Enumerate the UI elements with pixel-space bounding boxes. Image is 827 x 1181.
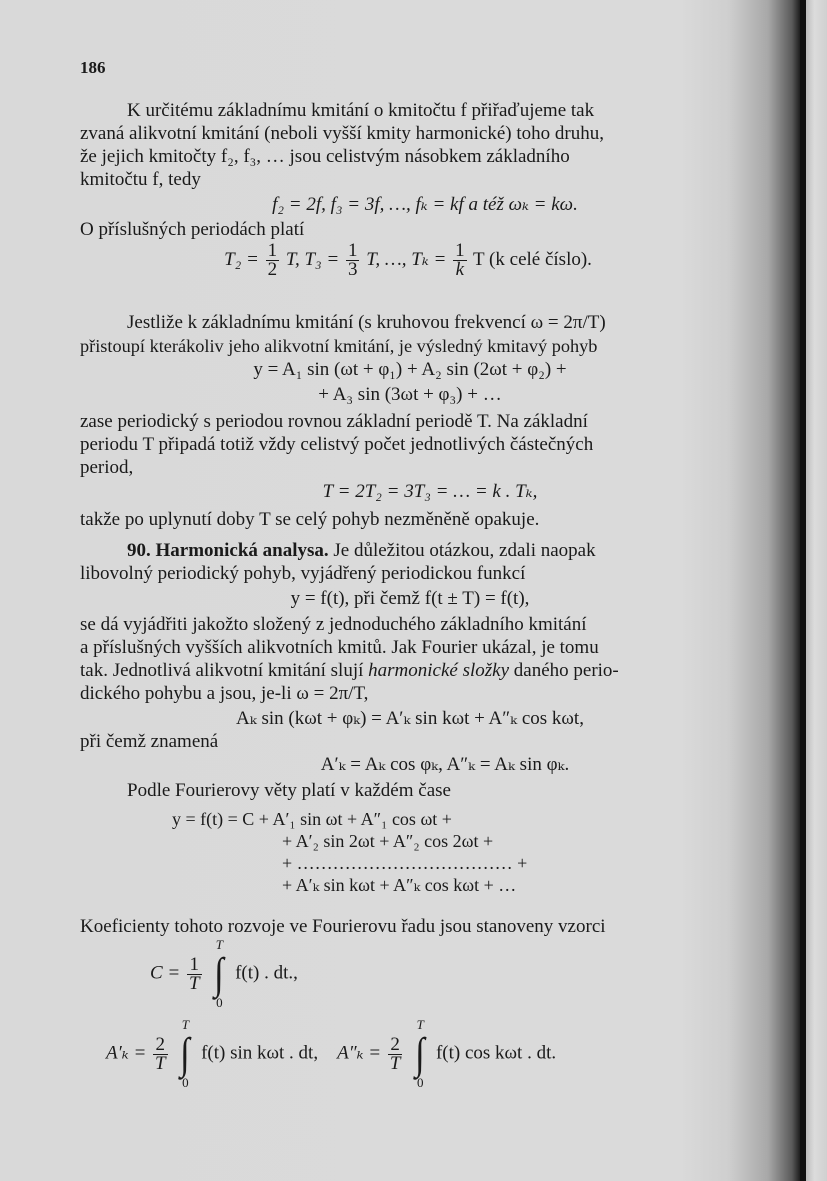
equation-harmonic-expansion: Aₖ sin (kωt + φₖ) = A′ₖ sin kωt + A″ₖ cos kωt, <box>236 708 584 729</box>
text-line: zvaná alikvotní kmitání (neboli vyšší kmity harmonické) toho druhu, <box>80 123 604 144</box>
equation-fourier-series: y = f(t) = C + A′₁ sin ωt + A″₁ cos ωt + + A′₂ sin 2ωt + A″₂ cos 2ωt + + ……………………………… + + A′ₖ sin kωt + A″ₖ cos kωt + … <box>172 809 528 895</box>
equation-periodic-function: y = f(t), při čemž f(t ± T) = f(t), <box>290 588 530 609</box>
text-line: že jejich kmitočty f₂, f₃, … jsou celistvým násobkem základního <box>80 146 570 167</box>
text-line: a příslušných vyšších alikvotních kmitů. Jak Fourier ukázal, je tomu <box>80 637 599 658</box>
adjacent-page-edge <box>806 0 827 1181</box>
text-line: zase periodický s periodou rovnou základní periodě T. Na základní <box>80 411 588 432</box>
integral-sign: T ∫ 0 <box>415 1017 426 1090</box>
text-line: takže po uplynutí doby T se celý pohyb nezměněně opakuje. <box>80 509 540 530</box>
equation-frequencies: f₂ = 2f, f₃ = 3f, …, fₖ = kf a též ωₖ = kω. <box>272 194 578 215</box>
page-number: 186 <box>80 58 106 77</box>
text-line: K určitému základnímu kmitání o kmitočtu f přiřaďujeme tak <box>127 100 595 121</box>
text-line: Koeficienty tohoto rozvoje ve Fourierovu řadu jsou stanoveny vzorci <box>80 916 606 937</box>
text-line: kmitočtu f, tedy <box>80 169 201 190</box>
equation-sum-line-1: y = A₁ sin (ωt + φ₁) + A₂ sin (2ωt + φ₂) + <box>253 359 567 380</box>
text-line: O příslušných periodách platí <box>80 219 305 240</box>
fraction: $\frac{1}{2}$ <box>267 240 278 280</box>
equation-period-relation: T = 2T₂ = 3T₃ = … = k . Tₖ, <box>322 481 538 502</box>
fraction: $\frac{2}{T}$ <box>389 1033 401 1074</box>
text-line: při čemž znamená <box>80 731 219 752</box>
text-line: se dá vyjádřiti jakožto složený z jednoduchého základního kmitání <box>80 614 587 635</box>
equation-coefficients: A′ₖ = Aₖ cos φₖ, A″ₖ = Aₖ sin φₖ. <box>320 754 570 775</box>
section-heading-line: 90. Harmonická analysa. Je důležitou otázkou, zdali naopak <box>127 540 596 561</box>
integral-sign: T ∫ 0 <box>180 1017 191 1090</box>
integral-sign: T ∫ 0 <box>214 937 225 1010</box>
text-line: period, <box>80 457 134 478</box>
text-line: dického pohybu a jsou, je-li ω = 2π/T, <box>80 683 369 704</box>
emphasis-harmonic-components: harmonické složky <box>368 660 510 681</box>
section-title: Harmonická analysa. <box>155 540 329 561</box>
fraction: $\frac{1}{3}$ <box>347 240 358 280</box>
equation-periods: T₂ = $\frac{1}{2}$ T, T₃ = $\frac{1}{3}$ T, …, Tₖ = $\frac{1}{k}$ T (k celé číslo). <box>224 240 592 280</box>
text-line: libovolný periodický pohyb, vyjádřený periodickou funkcí <box>80 563 526 584</box>
fraction: $\frac{1}{T}$ <box>189 953 200 994</box>
section-number: 90. <box>127 540 151 561</box>
text-line: Podle Fourierovy věty platí v každém čase <box>127 780 451 801</box>
equation-fourier-coefficients: A′ₖ = $\frac{2}{T}$ T ∫ 0 f(t) sin kωt . dt, A″ₖ = $\frac{2}{T}$ T ∫ 0 f(t) cos kωt . dt. <box>106 1017 557 1090</box>
text-line: periodu T připadá totiž vždy celistvý počet jednotlivých částečných <box>80 434 594 455</box>
fraction: $\frac{2}{T}$ <box>155 1033 166 1074</box>
equation-sum-line-2: + A₃ sin (3ωt + φ₃) + … <box>318 384 502 405</box>
fraction: $\frac{1}{k}$ <box>455 240 465 280</box>
text-line: Jestliže k základnímu kmitání (s kruhovou frekvencí ω = 2π/T) <box>127 312 606 333</box>
equation-constant-term: C = $\frac{1}{T}$ T ∫ 0 f(t) . dt., <box>150 937 298 1010</box>
text-line: přistoupí kterákoliv jeho alikvotní kmitání, je výsledný kmitavý pohyb <box>80 336 598 356</box>
text-line: tak. Jednotlivá alikvotní kmitání slují harmonické složky daného perio- <box>80 660 619 681</box>
